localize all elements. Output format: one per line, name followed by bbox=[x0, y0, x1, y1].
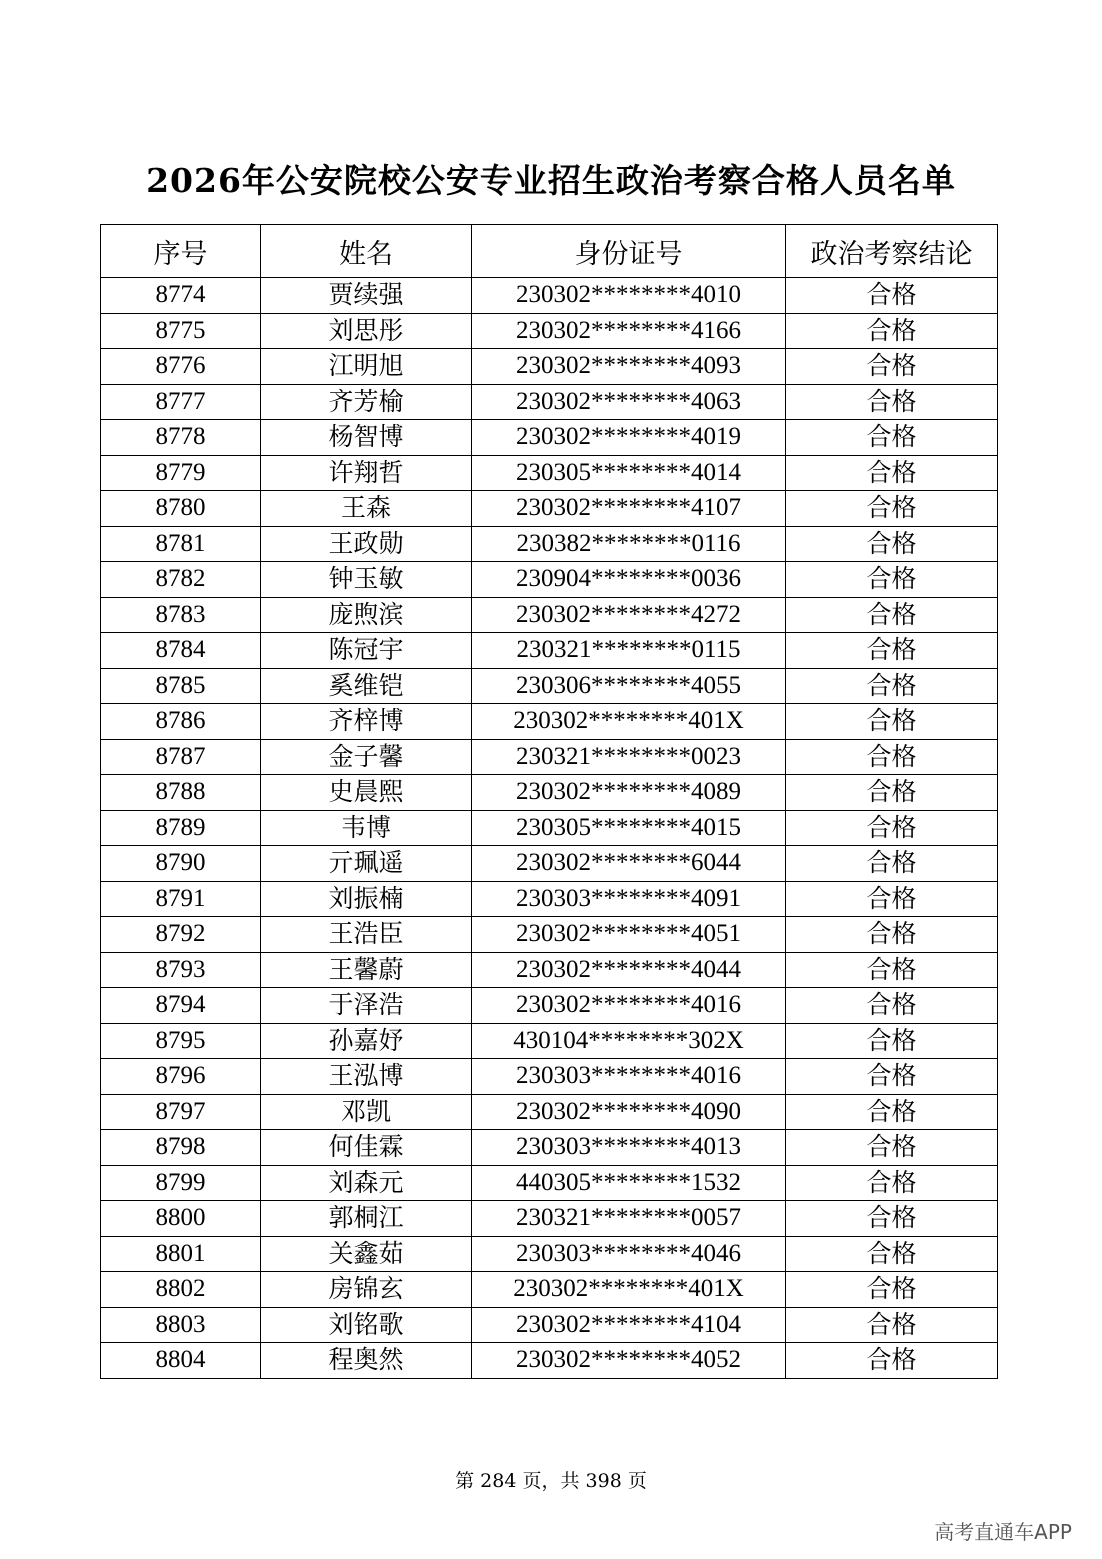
cell-conclusion: 合格 bbox=[786, 1023, 998, 1059]
table-header bbox=[101, 225, 998, 278]
table-row bbox=[101, 1094, 998, 1130]
cell-conclusion: 合格 bbox=[786, 704, 998, 740]
cell-id-number: 230302********4107 bbox=[472, 491, 786, 527]
cell-conclusion: 合格 bbox=[786, 313, 998, 349]
cell-serial: 8789 bbox=[101, 810, 261, 846]
cell-id-number: 230302********4166 bbox=[472, 313, 786, 349]
cell-name: 何佳霖 bbox=[261, 1130, 472, 1166]
cell-serial: 8785 bbox=[101, 668, 261, 704]
cell-serial: 8797 bbox=[101, 1094, 261, 1130]
cell-serial: 8778 bbox=[101, 420, 261, 456]
cell-id-number: 230305********4015 bbox=[472, 810, 786, 846]
cell-conclusion: 合格 bbox=[786, 881, 998, 917]
cell-name: 郭桐江 bbox=[261, 1201, 472, 1237]
table-row bbox=[101, 597, 998, 633]
table-row bbox=[101, 739, 998, 775]
table-row bbox=[101, 1023, 998, 1059]
cell-serial: 8802 bbox=[101, 1272, 261, 1308]
table-row bbox=[101, 810, 998, 846]
cell-id-number: 230382********0116 bbox=[472, 526, 786, 562]
table-row bbox=[101, 1307, 998, 1343]
cell-conclusion: 合格 bbox=[786, 988, 998, 1024]
table-row bbox=[101, 775, 998, 811]
cell-serial: 8792 bbox=[101, 917, 261, 953]
document-title: 2026年公安院校公安专业招生政治考察合格人员名单 bbox=[146, 161, 956, 200]
cell-conclusion: 合格 bbox=[786, 349, 998, 385]
table-row bbox=[101, 384, 998, 420]
cell-conclusion: 合格 bbox=[786, 810, 998, 846]
cell-conclusion: 合格 bbox=[786, 526, 998, 562]
table-row bbox=[101, 278, 998, 314]
cell-name: 贾续强 bbox=[261, 278, 472, 314]
table-row bbox=[101, 1165, 998, 1201]
header-row bbox=[101, 225, 998, 278]
cell-serial: 8776 bbox=[101, 349, 261, 385]
cell-name: 房锦玄 bbox=[261, 1272, 472, 1308]
cell-serial: 8804 bbox=[101, 1343, 261, 1379]
cell-id-number: 230306********4055 bbox=[472, 668, 786, 704]
cell-serial: 8775 bbox=[101, 313, 261, 349]
cell-name: 史晨熙 bbox=[261, 775, 472, 811]
table-row bbox=[101, 1343, 998, 1379]
cell-name: 王浩臣 bbox=[261, 917, 472, 953]
table-row bbox=[101, 952, 998, 988]
cell-id-number: 230302********4272 bbox=[472, 597, 786, 633]
table-row bbox=[101, 491, 998, 527]
table-row bbox=[101, 455, 998, 491]
table-row bbox=[101, 526, 998, 562]
cell-id-number: 230302********4044 bbox=[472, 952, 786, 988]
cell-name: 刘振楠 bbox=[261, 881, 472, 917]
cell-id-number: 230321********0057 bbox=[472, 1201, 786, 1237]
cell-serial: 8791 bbox=[101, 881, 261, 917]
cell-conclusion: 合格 bbox=[786, 1130, 998, 1166]
table-row bbox=[101, 420, 998, 456]
cell-name: 刘思彤 bbox=[261, 313, 472, 349]
table-row bbox=[101, 1236, 998, 1272]
table-row bbox=[101, 313, 998, 349]
cell-name: 江明旭 bbox=[261, 349, 472, 385]
cell-name: 关鑫茹 bbox=[261, 1236, 472, 1272]
cell-name: 陈冠宇 bbox=[261, 633, 472, 669]
table-row bbox=[101, 349, 998, 385]
cell-conclusion: 合格 bbox=[786, 917, 998, 953]
cell-conclusion: 合格 bbox=[786, 420, 998, 456]
table-row bbox=[101, 917, 998, 953]
header-serial: 序号 bbox=[101, 225, 261, 278]
cell-serial: 8787 bbox=[101, 739, 261, 775]
cell-serial: 8799 bbox=[101, 1165, 261, 1201]
cell-serial: 8793 bbox=[101, 952, 261, 988]
cell-conclusion: 合格 bbox=[786, 1094, 998, 1130]
table-row bbox=[101, 668, 998, 704]
cell-serial: 8790 bbox=[101, 846, 261, 882]
cell-name: 王森 bbox=[261, 491, 472, 527]
cell-serial: 8783 bbox=[101, 597, 261, 633]
cell-conclusion: 合格 bbox=[786, 1343, 998, 1379]
cell-serial: 8800 bbox=[101, 1201, 261, 1237]
cell-name: 刘铭歌 bbox=[261, 1307, 472, 1343]
cell-name: 王政勋 bbox=[261, 526, 472, 562]
cell-id-number: 230302********6044 bbox=[472, 846, 786, 882]
cell-name: 亓珮遥 bbox=[261, 846, 472, 882]
cell-conclusion: 合格 bbox=[786, 1201, 998, 1237]
watermark: 高考直通车APP bbox=[934, 1520, 1072, 1544]
cell-id-number: 230303********4016 bbox=[472, 1059, 786, 1095]
table-row bbox=[101, 988, 998, 1024]
table-row bbox=[101, 1059, 998, 1095]
table-row bbox=[101, 1272, 998, 1308]
cell-id-number: 230302********401X bbox=[472, 1272, 786, 1308]
cell-conclusion: 合格 bbox=[786, 384, 998, 420]
cell-name: 刘森元 bbox=[261, 1165, 472, 1201]
cell-name: 金子馨 bbox=[261, 739, 472, 775]
cell-name: 邓凯 bbox=[261, 1094, 472, 1130]
cell-conclusion: 合格 bbox=[786, 491, 998, 527]
cell-name: 齐芳榆 bbox=[261, 384, 472, 420]
cell-serial: 8795 bbox=[101, 1023, 261, 1059]
cell-conclusion: 合格 bbox=[786, 1165, 998, 1201]
cell-serial: 8780 bbox=[101, 491, 261, 527]
cell-id-number: 230302********4063 bbox=[472, 384, 786, 420]
table-row bbox=[101, 881, 998, 917]
cell-name: 程奥然 bbox=[261, 1343, 472, 1379]
cell-conclusion: 合格 bbox=[786, 1059, 998, 1095]
cell-id-number: 230302********4052 bbox=[472, 1343, 786, 1379]
cell-conclusion: 合格 bbox=[786, 278, 998, 314]
cell-id-number: 230302********4016 bbox=[472, 988, 786, 1024]
cell-conclusion: 合格 bbox=[786, 633, 998, 669]
cell-name: 于泽浩 bbox=[261, 988, 472, 1024]
cell-conclusion: 合格 bbox=[786, 562, 998, 598]
table-row bbox=[101, 633, 998, 669]
table-row bbox=[101, 1201, 998, 1237]
cell-id-number: 230302********4019 bbox=[472, 420, 786, 456]
cell-id-number: 230303********4013 bbox=[472, 1130, 786, 1166]
cell-serial: 8777 bbox=[101, 384, 261, 420]
cell-serial: 8801 bbox=[101, 1236, 261, 1272]
cell-id-number: 230302********4010 bbox=[472, 278, 786, 314]
cell-name: 孙嘉妤 bbox=[261, 1023, 472, 1059]
cell-name: 齐梓博 bbox=[261, 704, 472, 740]
roster-table bbox=[100, 224, 998, 1379]
cell-serial: 8781 bbox=[101, 526, 261, 562]
cell-id-number: 230904********0036 bbox=[472, 562, 786, 598]
cell-id-number: 230302********4093 bbox=[472, 349, 786, 385]
cell-serial: 8788 bbox=[101, 775, 261, 811]
cell-conclusion: 合格 bbox=[786, 668, 998, 704]
cell-id-number: 230303********4046 bbox=[472, 1236, 786, 1272]
cell-id-number: 230302********4090 bbox=[472, 1094, 786, 1130]
header-id-number: 身份证号 bbox=[472, 225, 786, 278]
cell-id-number: 230321********0023 bbox=[472, 739, 786, 775]
cell-conclusion: 合格 bbox=[786, 1307, 998, 1343]
cell-name: 王馨蔚 bbox=[261, 952, 472, 988]
cell-serial: 8794 bbox=[101, 988, 261, 1024]
cell-name: 钟玉敏 bbox=[261, 562, 472, 598]
table-row bbox=[101, 704, 998, 740]
cell-name: 庞煦滨 bbox=[261, 597, 472, 633]
cell-name: 杨智博 bbox=[261, 420, 472, 456]
page-footer: 第 284 页，共 398 页 bbox=[455, 1470, 647, 1492]
cell-conclusion: 合格 bbox=[786, 952, 998, 988]
cell-serial: 8782 bbox=[101, 562, 261, 598]
table-row bbox=[101, 846, 998, 882]
cell-conclusion: 合格 bbox=[786, 597, 998, 633]
table-row bbox=[101, 1130, 998, 1166]
cell-serial: 8803 bbox=[101, 1307, 261, 1343]
cell-id-number: 430104********302X bbox=[472, 1023, 786, 1059]
cell-conclusion: 合格 bbox=[786, 846, 998, 882]
table-row bbox=[101, 562, 998, 598]
header-name: 姓名 bbox=[261, 225, 472, 278]
cell-id-number: 440305********1532 bbox=[472, 1165, 786, 1201]
cell-name: 许翔哲 bbox=[261, 455, 472, 491]
cell-conclusion: 合格 bbox=[786, 1236, 998, 1272]
cell-serial: 8798 bbox=[101, 1130, 261, 1166]
cell-serial: 8784 bbox=[101, 633, 261, 669]
cell-serial: 8774 bbox=[101, 278, 261, 314]
cell-serial: 8779 bbox=[101, 455, 261, 491]
cell-id-number: 230302********401X bbox=[472, 704, 786, 740]
cell-id-number: 230303********4091 bbox=[472, 881, 786, 917]
cell-conclusion: 合格 bbox=[786, 775, 998, 811]
cell-name: 韦博 bbox=[261, 810, 472, 846]
cell-id-number: 230302********4089 bbox=[472, 775, 786, 811]
cell-name: 王泓博 bbox=[261, 1059, 472, 1095]
cell-conclusion: 合格 bbox=[786, 739, 998, 775]
cell-id-number: 230321********0115 bbox=[472, 633, 786, 669]
cell-serial: 8796 bbox=[101, 1059, 261, 1095]
cell-serial: 8786 bbox=[101, 704, 261, 740]
table-body bbox=[101, 278, 998, 1379]
cell-id-number: 230302********4104 bbox=[472, 1307, 786, 1343]
cell-name: 奚维铠 bbox=[261, 668, 472, 704]
cell-conclusion: 合格 bbox=[786, 455, 998, 491]
cell-id-number: 230302********4051 bbox=[472, 917, 786, 953]
cell-id-number: 230305********4014 bbox=[472, 455, 786, 491]
header-conclusion: 政治考察结论 bbox=[786, 225, 998, 278]
cell-conclusion: 合格 bbox=[786, 1272, 998, 1308]
